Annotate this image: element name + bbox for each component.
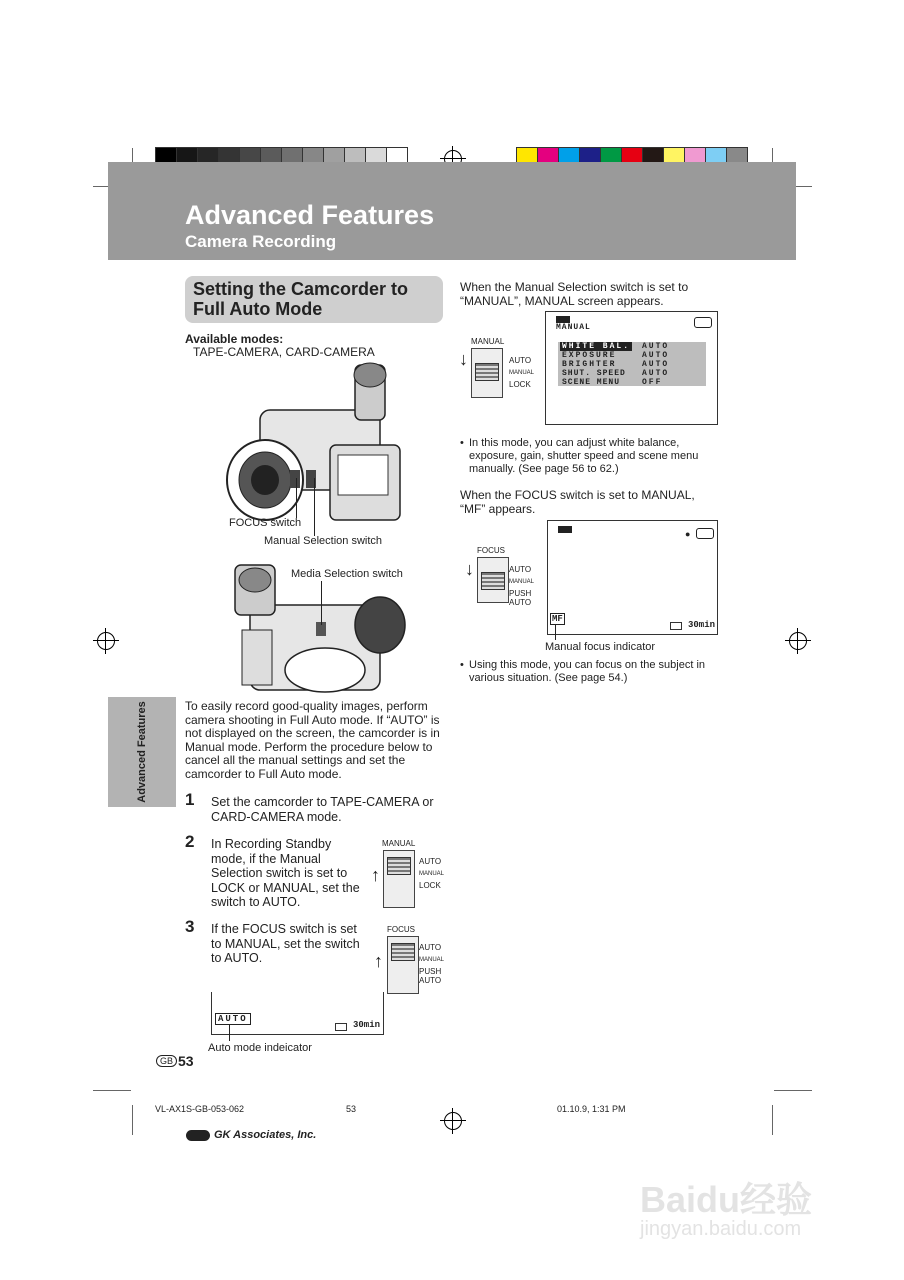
modes-label: Available modes: xyxy=(185,332,284,346)
mf-leader xyxy=(555,624,556,640)
manual-switch-diagram xyxy=(383,850,415,908)
menu-row-value: AUTO xyxy=(642,351,670,360)
menu-row-label: EXPOSURE xyxy=(562,351,617,360)
mf-badge: MF xyxy=(552,614,563,624)
mf-screen xyxy=(547,520,718,635)
right-para-2: When the FOCUS switch is set to MANUAL, “MF” appears. xyxy=(460,488,695,516)
switch-opt-manual: MANUAL xyxy=(509,579,535,585)
media-leader xyxy=(321,581,322,625)
crop-mark xyxy=(93,1090,131,1091)
right-para-1: When the Manual Selection switch is set to “MANUAL”, MANUAL screen appears. xyxy=(460,280,689,308)
right-bullet-1: In this mode, you can adjust white balance, exposure, gain, shutter speed and scene menu manually. (See page 56 to 62.) xyxy=(469,437,699,475)
side-tab-label: Advanced Features xyxy=(136,701,148,803)
manual-switch-label: Manual Selection switch xyxy=(264,535,383,547)
mf-indicator-caption: Manual focus indicator xyxy=(545,641,656,653)
crop-mark xyxy=(132,1105,133,1135)
switch-opt-lock: LOCK xyxy=(419,881,441,890)
battery-icon xyxy=(558,526,572,533)
media-switch-label: Media Selection switch xyxy=(291,568,403,580)
focus-switch-diagram xyxy=(387,936,419,994)
intro-paragraph: To easily record good-quality images, perform camera shooting in Full Auto mode. If “AUTO” is not displayed on the screen, the camcorder is in Manual mode. Perform the procedure below to cancel all the manual settings and set the camcorder to Full Auto mode. xyxy=(185,699,440,781)
switch-opt-lock: LOCK xyxy=(509,380,531,389)
focus-person-icon: ● xyxy=(685,529,691,539)
manual-screen-title: MANUAL xyxy=(556,323,591,332)
switch-opt-auto: AUTO xyxy=(419,857,442,866)
section-title: Setting the Camcorder to Full Auto Mode xyxy=(193,279,409,319)
menu-row-label: SHUT. SPEED xyxy=(562,369,626,378)
switch-opt-auto: AUTO xyxy=(509,356,532,365)
gb-badge: GB xyxy=(156,1055,177,1067)
mf-time: 30min xyxy=(688,620,716,630)
camcorder-rear-illustration xyxy=(230,560,410,700)
focus-switch-title-right: FOCUS xyxy=(477,546,505,555)
focus-switch-title: FOCUS xyxy=(387,925,415,934)
auto-indicator-caption: Auto mode indeicator xyxy=(208,1042,312,1054)
manual-switch-title-right: MANUAL xyxy=(471,337,505,346)
right-bullet-2: Using this mode, you can focus on the subject in various situation. (See page 54.) xyxy=(469,659,706,684)
menu-row-label: BRIGHTER xyxy=(562,360,617,369)
bullet-dot: • xyxy=(460,659,464,671)
auto-leader xyxy=(229,1025,230,1041)
focus-leader xyxy=(296,478,297,518)
auto-time: 30min xyxy=(353,1020,381,1030)
step-text: If the FOCUS switch is set to MANUAL, set the switch to AUTO. xyxy=(211,922,360,965)
up-arrow-icon: ↑ xyxy=(374,951,383,971)
step-text: In Recording Standby mode, if the Manual Selection switch is set to LOCK or MANUAL, set the switch to AUTO. xyxy=(211,837,360,909)
switch-opt-manual: MANUAL xyxy=(419,871,445,877)
watermark-url: jingyan.baidu.com xyxy=(640,1218,802,1240)
page-number: 53 xyxy=(178,1053,194,1069)
menu-row-value: AUTO xyxy=(642,360,670,369)
step-number: 2 xyxy=(185,832,195,851)
switch-opt-auto: AUTO xyxy=(419,943,442,952)
company-name: GK Associates, Inc. xyxy=(214,1129,317,1141)
down-arrow-icon: ↓ xyxy=(465,559,474,579)
menu-row-value: AUTO xyxy=(642,342,670,351)
focus-switch-diagram-right xyxy=(477,557,509,603)
camcorder-front-illustration xyxy=(220,360,420,540)
down-arrow-icon: ↓ xyxy=(459,349,468,369)
footer-date: 01.10.9, 1:31 PM xyxy=(557,1104,626,1114)
switch-opt-push: PUSH xyxy=(509,589,532,598)
tape-icon xyxy=(335,1023,347,1031)
page-subtitle: Camera Recording xyxy=(185,232,337,251)
switch-opt-manual: MANUAL xyxy=(509,370,535,376)
registration-mark-icon xyxy=(97,632,115,650)
company-logo-icon xyxy=(186,1130,210,1141)
switch-opt-manual: MANUAL xyxy=(419,957,445,963)
bullet-dot: • xyxy=(460,437,464,449)
footer-filename: VL-AX1S-GB-053-062 xyxy=(155,1104,245,1114)
registration-mark-icon xyxy=(444,1112,462,1130)
battery-icon xyxy=(556,316,570,323)
crop-mark xyxy=(772,1105,773,1135)
footer-page: 53 xyxy=(346,1104,357,1114)
switch-opt-push: PUSH xyxy=(419,967,442,976)
switch-opt-push-auto: AUTO xyxy=(419,976,442,985)
switch-opt-auto: AUTO xyxy=(509,565,532,574)
step-number: 1 xyxy=(185,790,195,809)
tape-icon xyxy=(670,622,682,630)
tape-cassette-icon xyxy=(694,317,712,328)
menu-row-value: OFF xyxy=(642,378,663,387)
registration-mark-icon xyxy=(789,632,807,650)
manual-screen xyxy=(545,311,718,425)
manual-switch-title: MANUAL xyxy=(382,839,416,848)
auto-badge: AUTO xyxy=(215,1013,251,1025)
step-number: 3 xyxy=(185,917,195,936)
menu-row-label: SCENE MENU xyxy=(562,378,621,387)
focus-switch-label: FOCUS switch xyxy=(229,517,302,529)
manual-leader xyxy=(314,478,315,536)
watermark-brand: Baidu经验 xyxy=(640,1179,813,1220)
manual-switch-diagram-right xyxy=(471,348,503,398)
up-arrow-icon: ↑ xyxy=(371,865,380,885)
tape-cassette-icon xyxy=(696,528,714,539)
modes-value: TAPE-CAMERA, CARD-CAMERA xyxy=(193,345,375,359)
page-title: Advanced Features xyxy=(185,200,435,230)
crop-mark xyxy=(774,1090,812,1091)
switch-opt-push-auto: AUTO xyxy=(509,598,532,607)
menu-row-label: WHITE BAL. xyxy=(562,342,631,351)
step-text: Set the camcorder to TAPE-CAMERA or CARD-CAMERA mode. xyxy=(211,795,434,824)
menu-row-value: AUTO xyxy=(642,369,670,378)
